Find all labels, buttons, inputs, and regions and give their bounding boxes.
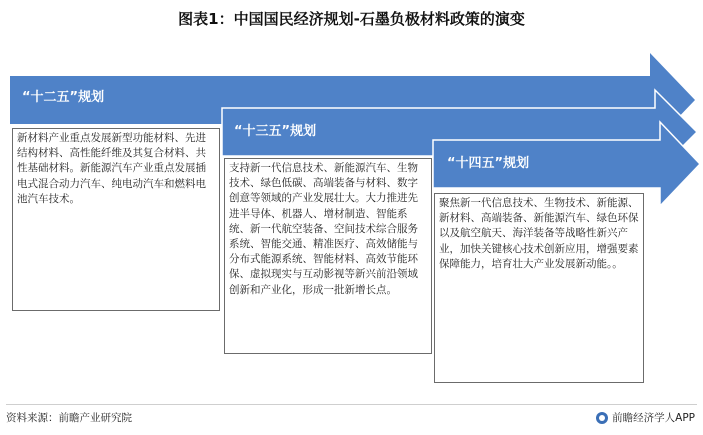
source-note: 资料来源：前瞻产业研究院 [6,412,132,424]
plan-label-12th: “十二五”规划 [22,90,105,105]
chart-title: 图表1：中国国民经济规划-石墨负极材料政策的演变 [178,10,525,28]
brand-logo-icon [596,412,608,424]
brand-name: 前瞻经济学人APP [612,412,695,424]
plan-text-14th: 聚焦新一代信息技术、生物技术、新能源、新材料、高端装备、新能源汽车、绿色环保以及航空航天、海洋装备等战略性新兴产业，加快关键核心技术创新应用，增强要素保障能力，培育壮大产业发展新动能。。 [434,193,644,383]
plan-label-13th: “十三五”规划 [234,124,317,139]
plan-text-12th: 新材料产业重点发展新型功能材料、先进结构材料、高性能纤维及其复合材料、共性基础材料。新能源汽车产业重点发展插电式混合动力汽车、纯电动汽车和燃料电池汽车技术。 [12,128,220,311]
plan-label-14th: “十四五”规划 [447,156,530,171]
plan-text-13th: 支持新一代信息技术、新能源汽车、生物技术、绿色低碳、高端装备与材料、数字创意等领域的产业发展壮大。大力推进先进半导体、机器人、增材制造、智能系统、新一代航空装备、空间技术综合服务系统、智能交通、精准医疗、高效储能与分布式能源系统、智能材料、高效节能环保、虚拟现实与互动影视等新兴前沿领域创新和产业化，形成一批新增长点。 [224,158,432,354]
footer-divider [6,404,697,405]
brand-footer [596,410,695,425]
